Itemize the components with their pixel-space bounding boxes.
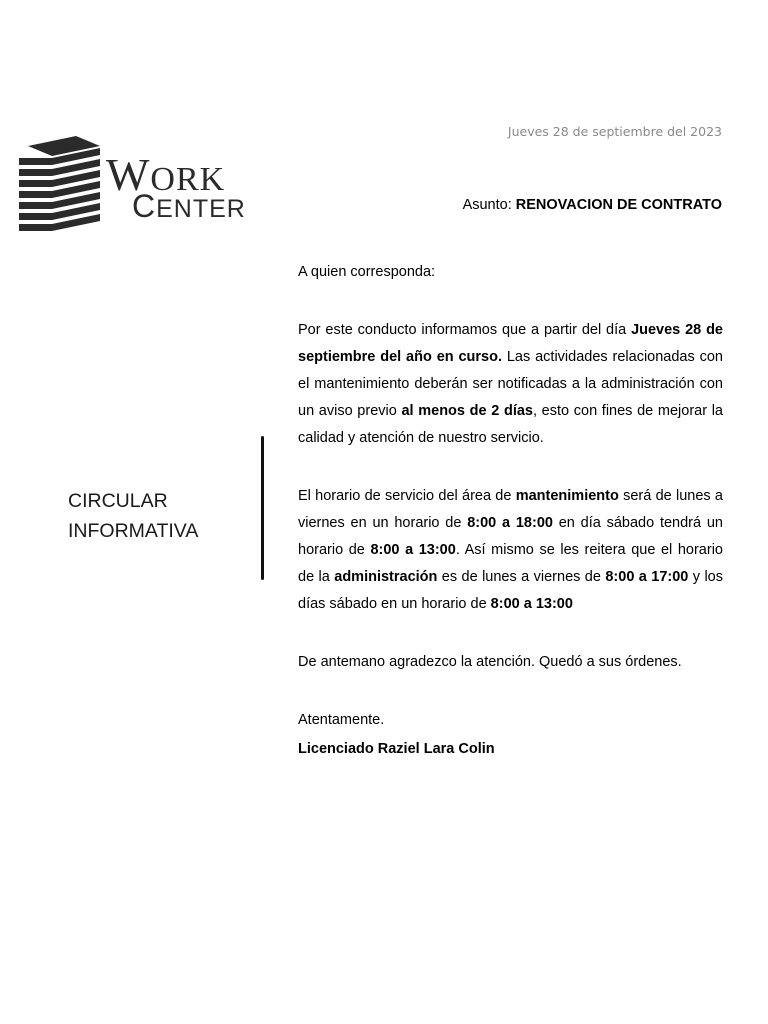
circular-title-line2: INFORMATIVA [68,520,199,542]
subject-label: Asunto: [462,197,512,213]
subject-value: RENOVACION DE CONTRATO [515,197,722,213]
building-logo-icon [18,134,102,234]
logo-wordmark-center: CENTER [132,188,246,224]
subject-line [463,197,722,213]
signature: Licenciado Raziel Lara Colin [298,741,495,757]
greeting: A quien corresponda: [298,264,436,280]
closing: Atentamente. [298,712,385,728]
circular-title [68,486,198,546]
work-center-logo [18,134,290,234]
vertical-divider [261,436,264,580]
paragraph-2: El horario de servicio del área de mantenimiento será de lunes a viernes en un horario de 8:00 a 18:00 en día sábado tendrá un horario de 8:00 a 13:00. Así mismo se les reitera que el horario de la administración es de lunes a viernes de 8:00 a 17:00 y los días sábado en un horario de 8:00 a 13:00 [298,488,723,612]
letter-body [298,259,723,794]
paragraph-3: De antemano agradezco la atención. Quedó a sus órdenes. [298,654,682,670]
circular-title-line1: CIRCULAR [68,490,168,512]
paragraph-1: Por este conducto informamos que a partir del día Jueves 28 de septiembre del año en curso. Las actividades relacionadas con el mantenimiento deberán ser notificadas a la administración con un aviso previo al menos de 2 días, esto con fines de mejorar la calidad y atención de nuestro servicio. [298,322,723,446]
document-date: Jueves 28 de septiembre del 2023 [507,124,722,139]
logo-wordmark-work: WORK [106,149,226,200]
